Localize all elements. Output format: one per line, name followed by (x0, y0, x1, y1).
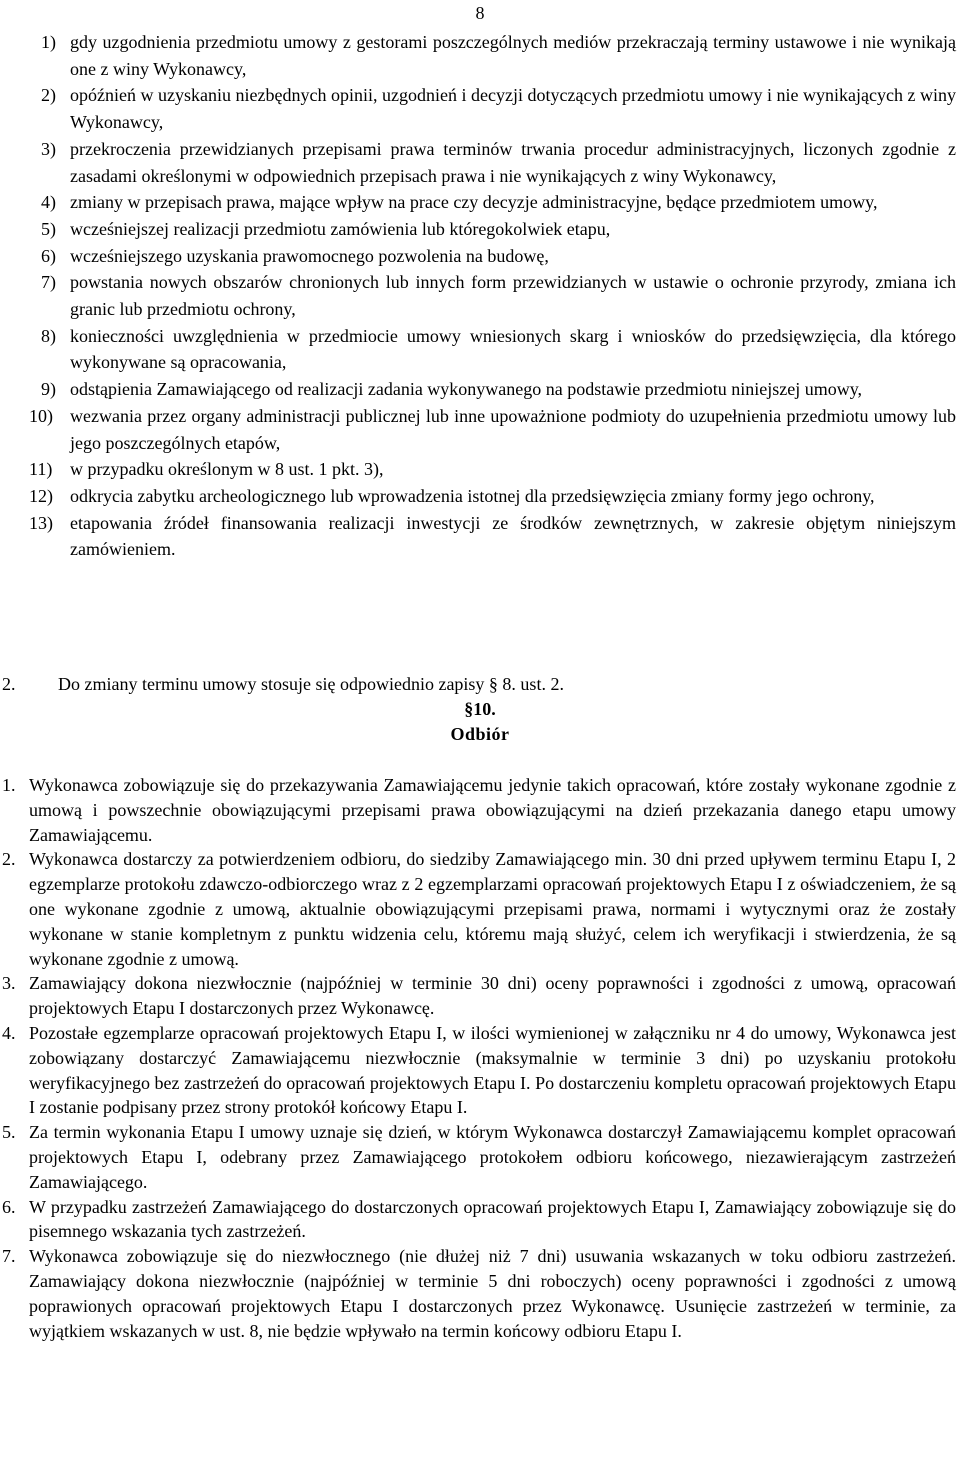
item-text: Wykonawca zobowiązuje się do niezwłocznego (nie dłużej niż 7 dni) usuwania wskazanych w toku odbioru zastrzeżeń. Zamawiający dokona niezwłocznie (najpóźniej w terminie 5 dni roboczych) oceny poprawności i zgodności z umową poprawionych opracowań projektowych Etapu I dostarczonych przez Wykonawcę. Usunięcie zastrzeżeń w terminie, za wyjątkiem wskazanych w ust. 8, nie będzie wpływało na termin końcowy odbioru Etapu I. (29, 1246, 956, 1341)
item-number: 10) (29, 405, 53, 426)
change-conditions-list (0, 29, 960, 563)
list-item (0, 376, 960, 403)
item-number: 8) (41, 325, 56, 346)
list-item (0, 216, 960, 243)
list-item (0, 323, 960, 376)
item-number: 2) (41, 85, 56, 106)
item-text: gdy uzgodnienia przedmiotu umowy z gestorami poszczególnych mediów przekraczają terminy ustawowe i nie wynikają one z winy Wykonawcy, (70, 32, 956, 79)
item-number: 1) (41, 32, 56, 52)
item-number: 3) (41, 138, 56, 159)
item-text: zmiany w przepisach prawa, mające wpływ na prace czy decyzje administracyjne, będące przedmiotem umowy, (70, 192, 878, 213)
list-item (0, 483, 960, 510)
list-item (0, 189, 960, 216)
item-number: 6. (2, 1196, 16, 1217)
list-item (0, 1244, 960, 1343)
item-number: 12) (29, 485, 53, 506)
list-item (0, 456, 960, 483)
item-text: wcześniejszego uzyskania prawomocnego pozwolenia na budowę, (70, 245, 549, 266)
item-text: Wykonawca dostarczy za potwierdzeniem odbioru, do siedziby Zamawiającego min. 30 dni przed upływem terminu Etapu I, 2 egzemplarze protokołu zdawczo-odbiorczego wraz z 2 egzemplarzami opracowań projektowych Etapu I z oświadczeniem, że są one wykonane zgodnie z umową, aktualnie obowiązującymi przepisami prawa, normami i wytycznymi oraz że zostały wykonane w stanie kompletnym z punktu widzenia celu, któremu mają służyć, celem ich weryfikacji i stwierdzenia, że są wykonane zgodnie z umową. (29, 849, 956, 969)
item-text: Zamawiający dokona niezwłocznie (najpóźniej w terminie 30 dni) oceny poprawności i zgodności z umową, opracowań projektowych Etapu I dostarczonych przez Wykonawcę. (29, 973, 956, 1019)
item-number: 1. (2, 775, 16, 795)
item-text: W przypadku zastrzeżeń Zamawiającego do dostarczonych opracowań projektowych Etapu I, Zamawiający zobowiązuje się do pisemnego wskazania tych zastrzeżeń. (29, 1196, 956, 1242)
section-title: Odbiór (450, 724, 510, 744)
item-number: 4. (2, 1022, 16, 1043)
paragraph-number: 2. (2, 674, 16, 694)
item-number: 6) (41, 245, 56, 266)
item-text: Wykonawca zobowiązuje się do przekazywania Zamawiającemu jedynie takich opracowań, które zostały wykonane zgodnie z umową i powszechnie obowiązującymi przepisami prawa obowiązującymi na dzień przekazania danego etapu umowy Zamawiającemu. (29, 775, 956, 845)
list-item (0, 847, 960, 971)
list-item (0, 510, 960, 563)
list-item (0, 1195, 960, 1245)
item-text: wezwania przez organy administracji publicznej lub inne upoważnione podmioty do uzupełnienia przedmiotu umowy lub jego poszczególnych etapów, (70, 405, 956, 453)
item-text: przekroczenia przewidzianych przepisami prawa terminów trwania procedur administracyjnych, liczonych zgodnie z zasadami określonymi w odpowiednich przepisach prawa i nie wynikających z winy Wykonawcy, (70, 138, 956, 186)
item-number: 13) (29, 512, 53, 533)
item-number: 7) (41, 272, 56, 293)
page-number: 8 (475, 3, 485, 23)
list-item (0, 82, 960, 135)
item-text: Za termin wykonania Etapu I umowy uznaje się dzień, w którym Wykonawca dostarczył Zamawiającemu komplet opracowań projektowych Etapu I, odebrany przez Zamawiającego protokołem odbioru końcowego, niezawierającym zastrzeżeń Zamawiającego. (29, 1122, 956, 1192)
item-number: 4) (41, 192, 56, 213)
item-text: Pozostałe egzemplarze opracowań projektowych Etapu I, w ilości wymienionej w załączniku nr 4 do umowy, Wykonawca jest zobowiązany dostarczyć Zamawiającemu niezwłocznie (maksymalnie w terminie 3 dni) po uzyskaniu protokołu weryfikacyjnego bez zastrzeżeń do opracowań projektowych Etapu I. Po dostarczeniu kompletu opracowań projektowych Etapu I zostanie podpisany przez strony protokół końcowy Etapu I. (29, 1022, 956, 1118)
acceptance-list (0, 773, 960, 1343)
list-item (0, 29, 960, 82)
item-text: wcześniejszej realizacji przedmiotu zamówienia lub któregokolwiek etapu, (70, 218, 611, 239)
list-item (0, 243, 960, 270)
list-item (0, 1120, 960, 1194)
item-number: 3. (2, 973, 16, 994)
item-text: odstąpienia Zamawiającego od realizacji zadania wykonywanego na podstawie przedmiotu niniejszej umowy, (70, 379, 863, 400)
item-text: odkrycia zabytku archeologicznego lub wprowadzenia istotnej dla przedsięwzięcia zmiany formy jego ochrony, (70, 485, 875, 506)
list-item (0, 1021, 960, 1120)
list-item (0, 403, 960, 456)
item-text: w przypadku określonym w 8 ust. 1 pkt. 3), (70, 459, 384, 480)
item-text: powstania nowych obszarów chronionych lub innych form przewidzianych w ustawie o ochronie przyrody, zmiana ich granic lub przedmiotu ochrony, (70, 272, 956, 320)
paragraph-text: Do zmiany terminu umowy stosuje się odpowiednio zapisy § 8. ust. 2. (58, 674, 564, 694)
list-item (0, 136, 960, 189)
item-text: etapowania źródeł finansowania realizacji inwestycji ze środków zewnętrznych, w zakresie objętym niniejszym zamówieniem. (70, 512, 956, 560)
item-number: 9) (41, 379, 56, 400)
item-text: konieczności uwzględnienia w przedmiocie umowy wniesionych skarg i wniosków do przedsięwzięcia, dla którego wykonywane są opracowania, (70, 325, 956, 373)
item-number: 5) (41, 218, 56, 239)
list-item (0, 269, 960, 322)
section-number: §10. (464, 699, 496, 719)
item-number: 7. (2, 1246, 16, 1267)
list-item (0, 773, 960, 847)
item-text: opóźnień w uzyskaniu niezbędnych opinii, uzgodnień i decyzji dotyczących przedmiotu umowy i nie wynikających z winy Wykonawcy, (70, 85, 956, 133)
item-number: 11) (29, 459, 53, 480)
item-number: 5. (2, 1122, 16, 1143)
list-item (0, 971, 960, 1021)
item-number: 2. (2, 849, 16, 870)
